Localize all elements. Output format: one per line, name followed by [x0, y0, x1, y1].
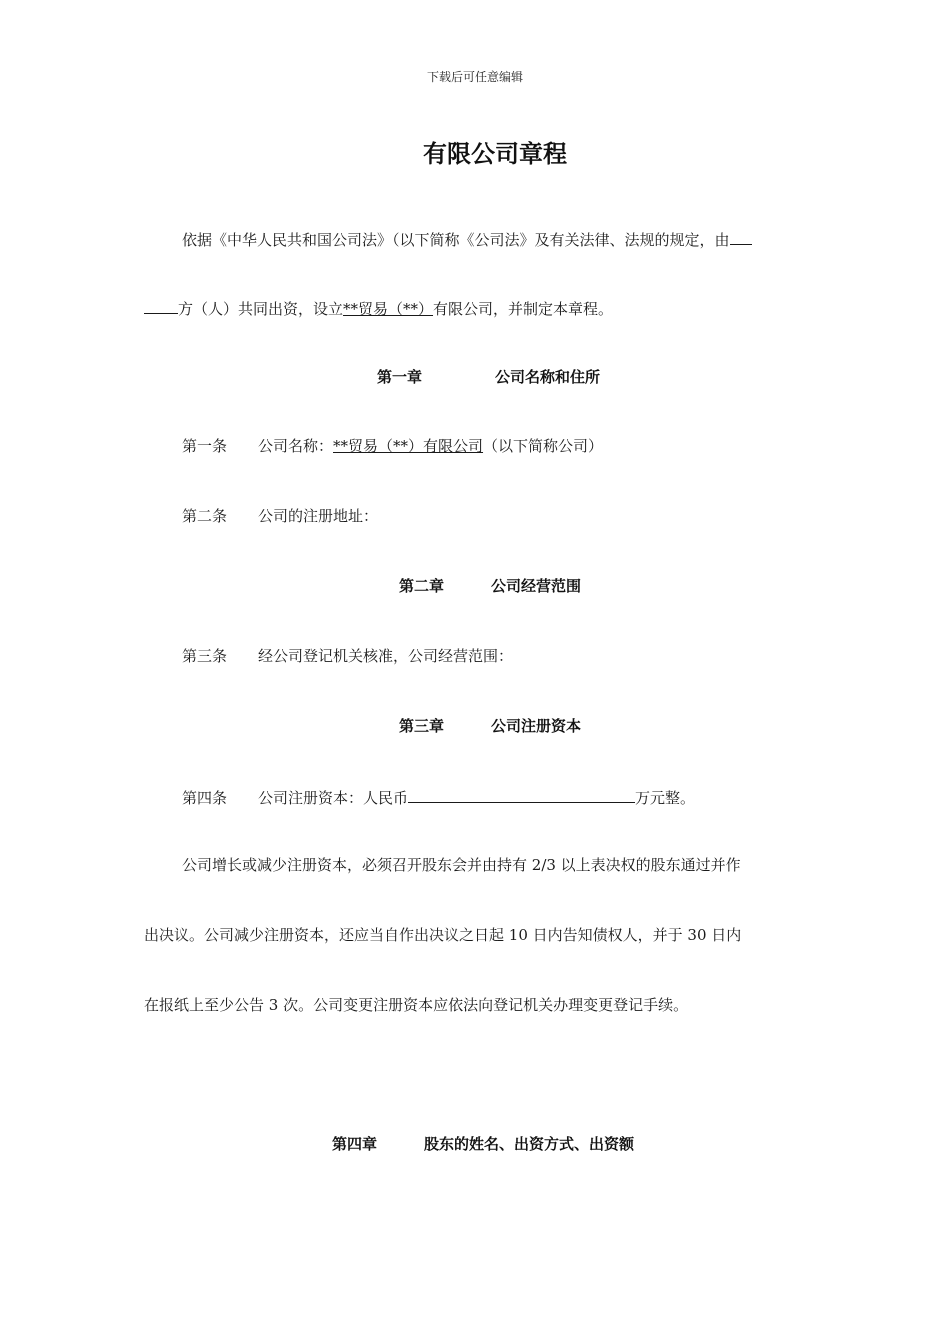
preamble-text-1: 依据《中华人民共和国公司法》（以下简称《公司法》及有关法律、法规的规定，由 — [182, 231, 730, 249]
chapter-number: 第二章 — [399, 577, 445, 595]
chapter-number: 第三章 — [399, 717, 445, 735]
article-2-text: 公司的注册地址： — [258, 507, 379, 525]
article-1 — [182, 436, 603, 456]
article-3-text: 经公司登记机关核准，公司经营范围： — [258, 647, 514, 665]
article-2 — [182, 506, 378, 526]
article-3 — [182, 646, 513, 666]
chapter-number: 第四章 — [332, 1135, 378, 1153]
article-1-prefix: 公司名称： — [258, 437, 334, 455]
capital-paragraph-line-3: 在报纸上至少公告 3 次。公司变更注册资本应依法向登记机关办理变更登记手续。 — [144, 996, 689, 1014]
capital-paragraph-line-1: 公司增长或减少注册资本，必须召开股东会并由持有 2/3 以上表决权的股东通过并作 — [182, 856, 741, 874]
document-title: 有限公司章程 — [423, 140, 567, 168]
preamble-line-1 — [182, 228, 752, 250]
preamble-text-2: 方（人）共同出资，设立 — [178, 300, 344, 318]
header-note: 下载后可任意编辑 — [426, 70, 523, 84]
chapter-name: 公司注册资本 — [491, 717, 582, 735]
article-label: 第三条 — [182, 647, 228, 665]
chapter-number: 第一章 — [377, 368, 423, 386]
preamble-line-2 — [144, 297, 613, 319]
preamble-company-name: **贸易（**） — [343, 300, 434, 318]
chapter-name: 公司名称和住所 — [495, 368, 601, 386]
capital-amount-blank — [408, 786, 635, 803]
party-count-blank-part2 — [144, 297, 178, 314]
article-4 — [182, 786, 695, 808]
capital-paragraph-line-2: 出决议。公司减少注册资本，还应当自作出决议之日起 10 日内告知债权人，并于 30 日内 — [144, 926, 742, 944]
preamble-text-3: 有限公司，并制定本章程。 — [433, 300, 614, 318]
article-4-suffix: 万元整。 — [635, 789, 696, 807]
chapter-name: 股东的姓名、出资方式、出资额 — [424, 1135, 635, 1153]
article-label: 第二条 — [182, 507, 228, 525]
article-label: 第一条 — [182, 437, 228, 455]
article-4-prefix: 公司注册资本：人民币 — [258, 789, 409, 807]
article-1-company-name: **贸易（**）有限公司 — [333, 437, 484, 455]
article-label: 第四条 — [182, 789, 228, 807]
article-1-suffix: （以下简称公司） — [483, 437, 604, 455]
party-count-blank-part1 — [730, 228, 752, 245]
chapter-name: 公司经营范围 — [491, 577, 582, 595]
